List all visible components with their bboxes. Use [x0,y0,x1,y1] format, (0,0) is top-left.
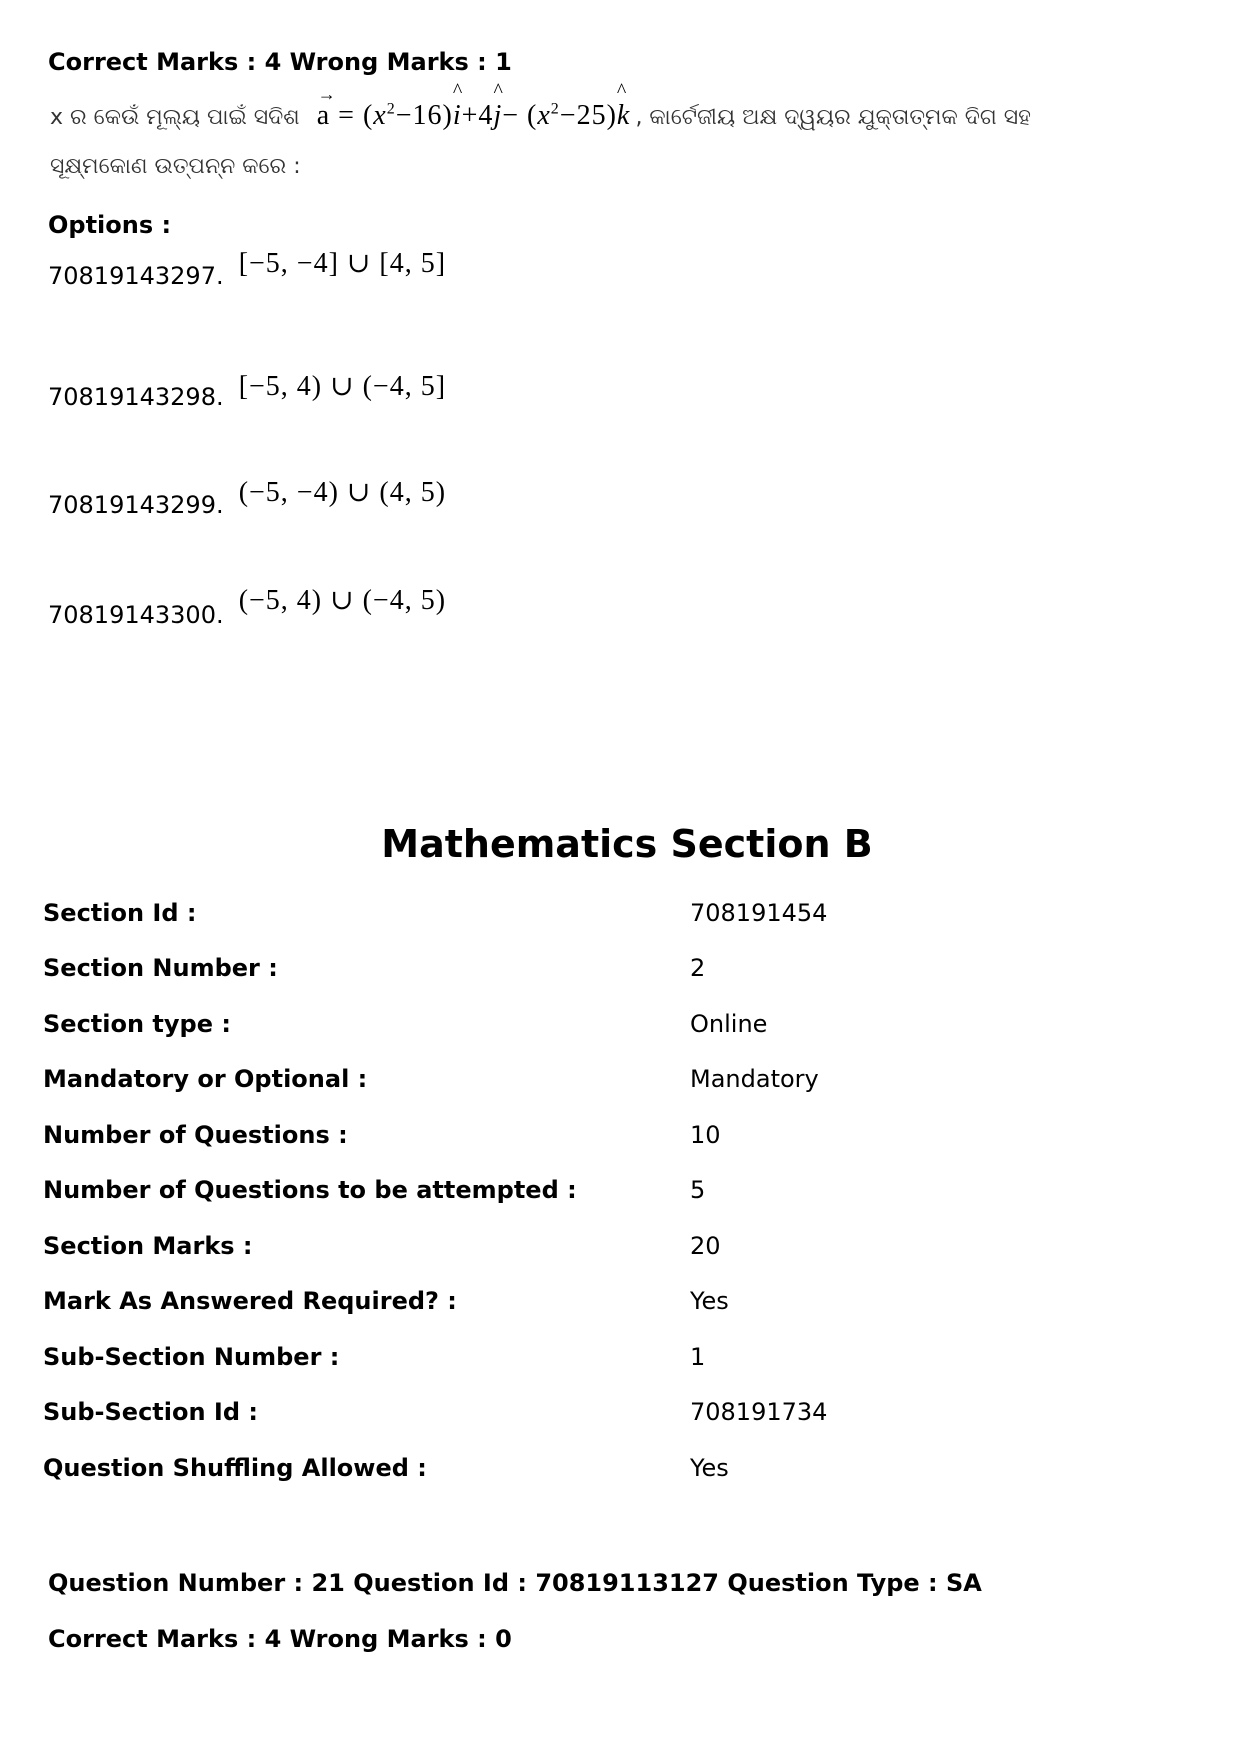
question-text-line-1 [50,100,1031,140]
question-text-suffix: , କାର୍ଟେଜୀୟ ଅକ୍ଷ ଦ୍ୱୟର ଯୁକ୍ତାତ୍ମକ ଦିଗ ସହ [635,105,1031,130]
option-value: [−5, 4) ∪ (−4, 5] [238,371,447,402]
sub-section-id-label: Sub-Section Id : [43,1398,258,1426]
mandatory-value: Mandatory [690,1065,819,1093]
question-shuffling-value: Yes [690,1454,729,1482]
correct-marks-line: Correct Marks : 4 Wrong Marks : 1 [48,48,512,76]
number-of-questions-label: Number of Questions : [43,1121,348,1149]
section-marks-label: Section Marks : [43,1232,253,1260]
option-value: (−5, 4) ∪ (−4, 5) [238,585,447,616]
sub-section-number-label: Sub-Section Number : [43,1343,340,1371]
option-row [48,248,447,292]
mark-as-answered-label: Mark As Answered Required? : [43,1287,457,1315]
options-label: Options : [48,211,172,239]
number-of-questions-value: 10 [690,1121,721,1149]
mandatory-label: Mandatory or Optional : [43,1065,368,1093]
sub-section-id-value: 708191734 [690,1398,828,1426]
section-number-value: 2 [690,954,706,982]
option-row [48,477,447,521]
question-shuffling-label: Question Shuffling Allowed : [43,1454,427,1482]
section-type-label: Section type : [43,1010,231,1038]
option-row [48,371,447,413]
option-row [48,585,447,631]
questions-to-attempt-label: Number of Questions to be attempted : [43,1176,577,1204]
vector-formula: → $a = (x^2-16)\^{}$ i+4^ $j- (x^2-25)\^{}$ k [317,100,631,131]
section-id-value: 708191454 [690,899,828,927]
question-header: Question Number : 21 Question Id : 70819113127 Question Type : SA [48,1569,982,1597]
section-number-label: Section Number : [43,954,278,982]
option-value: (−5, −4) ∪ (4, 5) [238,477,447,508]
section-id-label: Section Id : [43,899,197,927]
correct-marks-line: Correct Marks : 4 Wrong Marks : 0 [48,1625,512,1653]
section-title: Mathematics Section B [381,822,873,866]
option-id: 70819143298. [48,383,224,411]
section-type-value: Online [690,1010,768,1038]
option-value: [−5, −4] ∪ [4, 5] [238,248,447,279]
option-id: 70819143297. [48,262,224,290]
question-text-line-2: ସୂକ୍ଷ୍ମକୋଣ ଉତ୍ପନ୍ନ କରେ : [50,154,301,179]
question-text-prefix: x ର କେଉଁ ମୂଲ୍ୟ ପାଇଁ ସଦିଶ [50,105,300,130]
sub-section-number-value: 1 [690,1343,706,1371]
mark-as-answered-value: Yes [690,1287,729,1315]
section-marks-value: 20 [690,1232,721,1260]
questions-to-attempt-value: 5 [690,1176,706,1204]
option-id: 70819143299. [48,491,224,519]
option-id: 70819143300. [48,601,224,629]
